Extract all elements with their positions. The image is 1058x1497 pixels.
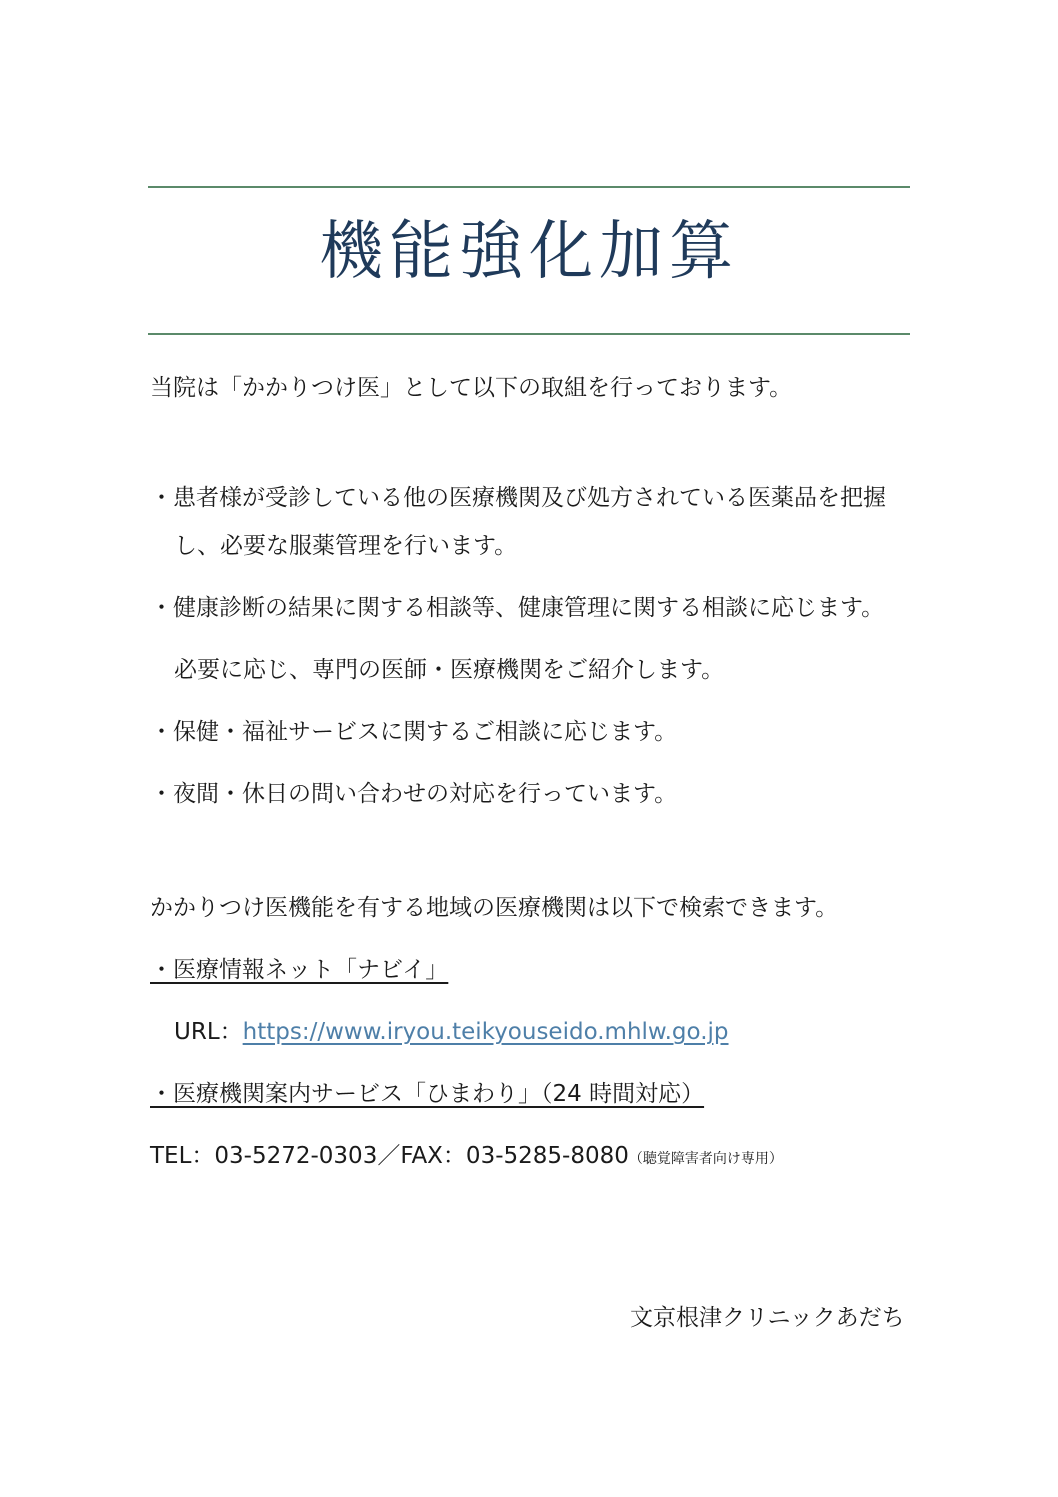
list-item-4: ・夜間・休日の問い合わせの対応を行っています。 <box>150 781 678 807</box>
intro-text: 当院は「かかりつけ医」として以下の取組を行っております。 <box>150 375 793 401</box>
list-item-2-line1: ・健康診断の結果に関する相談等、健康管理に関する相談に応じます。 <box>150 595 885 621</box>
navi-url-link[interactable]: https://www.iryou.teikyouseido.mhlw.go.jp <box>242 1019 729 1045</box>
navi-label: ・医療情報ネット「ナビイ」 <box>150 957 449 983</box>
list-item-2-line2: 必要に応じ、専門の医師・医療機関をご紹介します。 <box>174 657 725 683</box>
clinic-name: 文京根津クリニックあだち <box>630 1305 905 1331</box>
bottom-divider <box>148 333 910 335</box>
list-item-1-line2: し、必要な服薬管理を行います。 <box>174 533 518 559</box>
contact-numbers: TEL：03-5272-0303／FAX：03-5285-8080 <box>150 1143 629 1169</box>
top-divider <box>148 186 910 188</box>
list-item-3: ・保健・福祉サービスに関するご相談に応じます。 <box>150 719 678 745</box>
search-intro: かかりつけ医機能を有する地域の医療機関は以下で検索できます。 <box>150 895 839 921</box>
navi-url-row <box>174 1016 729 1048</box>
contact-row <box>150 1140 783 1175</box>
list-item-1-line1: ・患者様が受診している他の医療機関及び処方されている医薬品を把握 <box>150 485 886 511</box>
url-prefix: URL： <box>174 1019 243 1045</box>
himawari-label: ・医療機関案内サービス「ひまわり」（24 時間対応） <box>150 1081 705 1107</box>
contact-note: （聴覚障害者向け専用） <box>628 1151 783 1167</box>
page-title: 機能強化加算 <box>319 215 739 289</box>
